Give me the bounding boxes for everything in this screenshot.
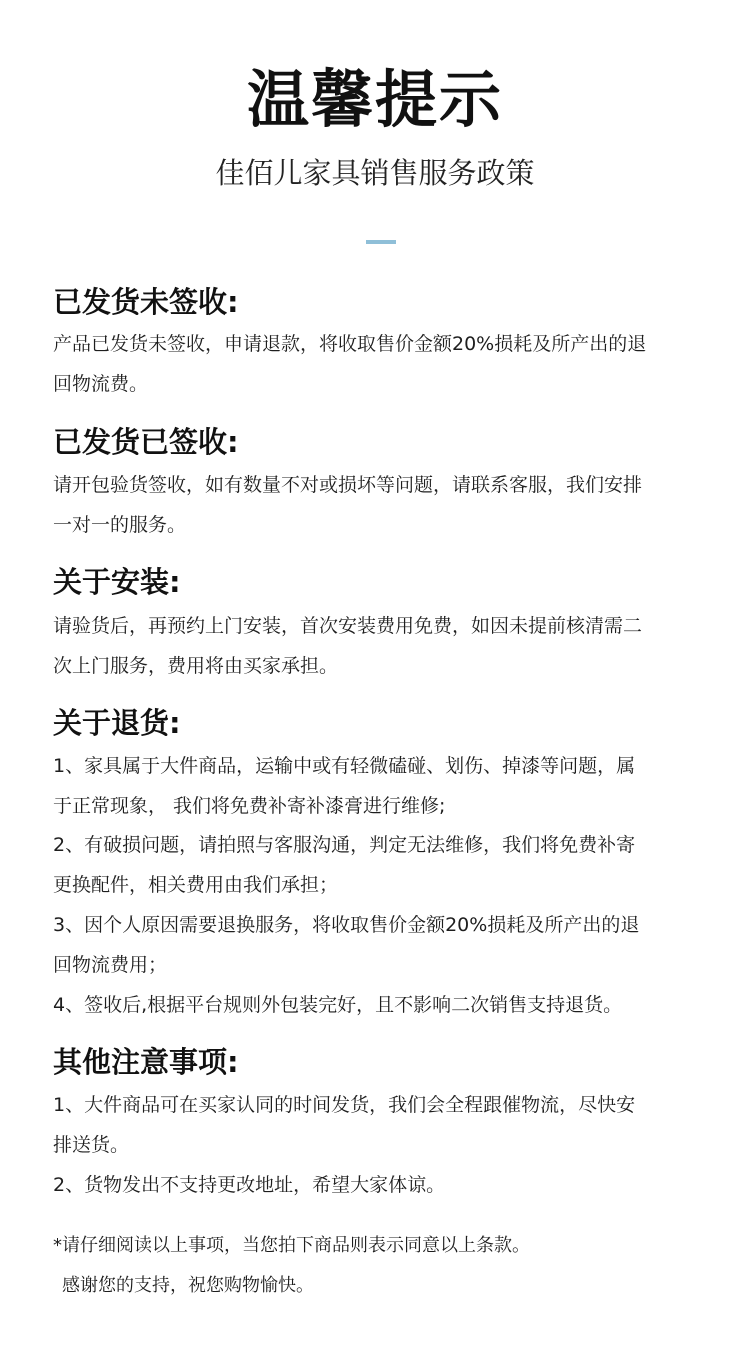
footer-thanks: 感谢您的支持，祝您购物愉快。 <box>62 1275 314 1296</box>
section-line: 排送货。 <box>53 1134 130 1156</box>
section-line: 1、家具属于大件商品，运输中或有轻微磕碰、划伤、掉漆等问题，属 <box>53 755 636 777</box>
section-line: 次上门服务，费用将由买家承担。 <box>53 655 339 677</box>
section-heading-other-notes: 其他注意事项: <box>53 1045 239 1079</box>
footer-notice: *请仔细阅读以上事项，当您拍下商品则表示同意以上条款。 <box>53 1235 530 1256</box>
section-line: 1、大件商品可在买家认同的时间发货，我们会全程跟催物流，尽快安 <box>53 1094 636 1116</box>
section-line: 于正常现象， 我们将免费补寄补漆膏进行维修; <box>53 795 446 817</box>
section-line: 2、货物发出不支持更改地址，希望大家体谅。 <box>53 1174 446 1196</box>
page-title: 温馨提示 <box>246 63 503 136</box>
section-line: 一对一的服务。 <box>53 514 187 536</box>
section-line: 请验货后，再预约上门安装，首次安装费用免费，如因未提前核清需二 <box>53 615 643 637</box>
section-heading-installation: 关于安装: <box>53 565 181 599</box>
title-divider <box>366 240 396 244</box>
section-line: 回物流费用； <box>53 954 168 976</box>
section-line: 4、签收后,根据平台规则外包装完好，且不影响二次销售支持退货。 <box>53 994 623 1016</box>
section-line: 请开包验货签收，如有数量不对或损坏等问题，请联系客服，我们安排 <box>53 474 643 496</box>
section-line: 产品已发货未签收，申请退款，将收取售价金额20%损耗及所产出的退 <box>53 333 647 355</box>
page-subtitle: 佳佰儿家具销售服务政策 <box>215 156 535 190</box>
section-heading-returns: 关于退货: <box>53 706 181 740</box>
section-line: 3、因个人原因需要退换服务，将收取售价金额20%损耗及所产出的退 <box>53 914 640 936</box>
section-heading-not-signed: 已发货未签收: <box>53 285 239 319</box>
section-heading-signed: 已发货已签收: <box>53 425 239 459</box>
section-line: 更换配件，相关费用由我们承担； <box>53 874 339 896</box>
section-line: 回物流费。 <box>53 373 149 395</box>
section-line: 2、有破损问题，请拍照与客服沟通，判定无法维修，我们将免费补寄 <box>53 834 636 856</box>
